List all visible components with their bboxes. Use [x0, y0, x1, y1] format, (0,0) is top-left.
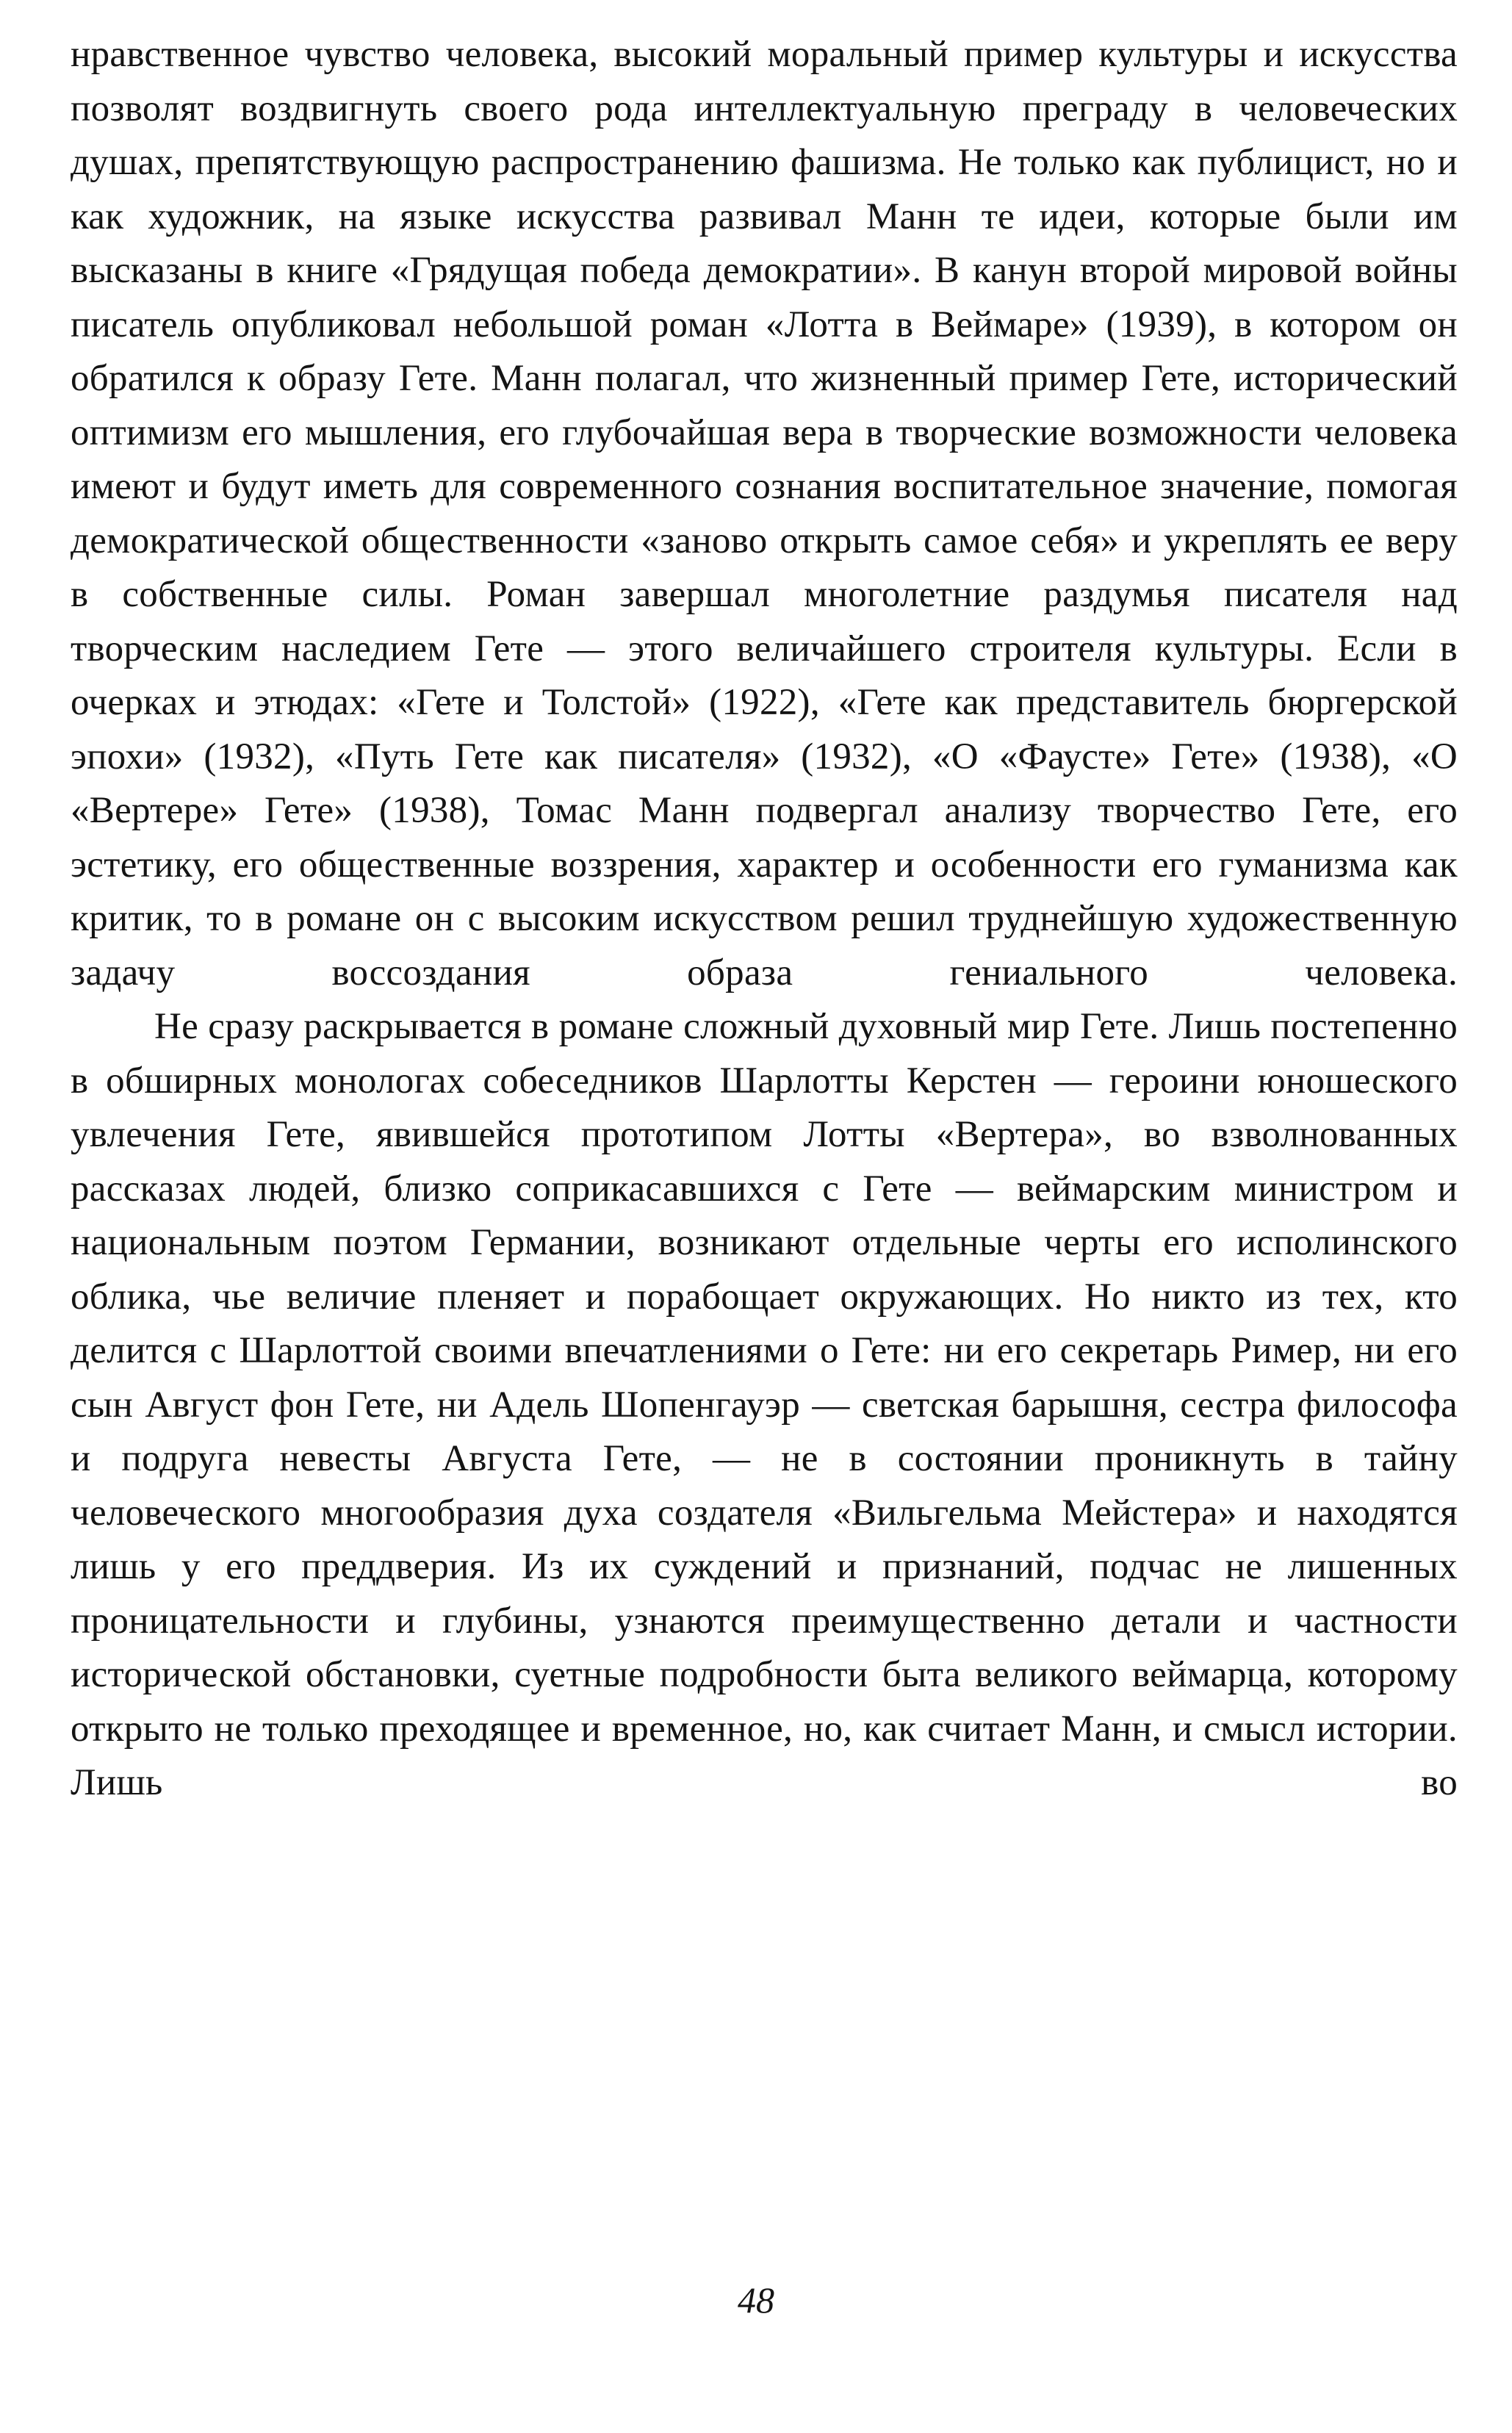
body-text — [71, 28, 1458, 1811]
page-number: 48 — [738, 2279, 774, 2321]
paragraph-2: Не сразу раскрывается в романе сложный духовный мир Гете. Лишь постепенно в обширных монологах собеседников Шарлотты Керстен — героини юношеского увлечения Гете, явившейся прототипом Лотты «Вертера», во взволнованных рассказах людей, близко соприкасавшихся с Гете — веймарским министром и национальным поэтом Германии, возникают отдельные черты его исполинского облика, чье величие пленяет и порабощает окружающих. Но никто из тех, кто делится с Шарлоттой своими впечатлениями о Гете: ни его секретарь Ример, ни его сын Август фон Гете, ни Адель Шопенгауэр — светская барышня, сестра философа и подруга невесты Августа Гете, — не в состоянии проникнуть в тайну человеческого многообразия духа создателя «Вильгельма Мейстера» и находятся лишь у его преддверия. Из их суждений и признаний, подчас не лишенных проницательности и глубины, узнаются преимущественно детали и частности исторической обстановки, суетные подробности быта великого веймарца, которому открыто не только преходящее и временное, но, как считает Манн, и смысл истории. Лишь во — [71, 1006, 1458, 1803]
paragraph-1: нравственное чувство человека, высокий моральный пример культуры и искусства позволят воздвигнуть своего рода интеллектуальную преграду в человеческих душах, препятствующую распространению фашизма. Не только как публицист, но и как художник, на языке искусства развивал Манн те идеи, которые были им высказаны в книге «Грядущая победа демократии». В канун второй мировой войны писатель опубликовал небольшой роман «Лотта в Веймаре» (1939), в котором он обратился к образу Гете. Манн полагал, что жизненный пример Гете, исторический оптимизм его мышления, его глубочайшая вера в творческие возможности человека имеют и будут иметь для современного сознания воспитательное значение, помогая демократической общественности «заново открыть самое себя» и укреплять ее веру в собственные силы. Роман завершал многолетние раздумья писателя над творческим наследием Гете — этого величайшего строителя культуры. Если в очерках и этюдах: «Гете и Толстой» (1922), «Гете как представитель бюргерской эпохи» (1932), «Путь Гете как писателя» (1932), «О «Фаусте» Гете» (1938), «О «Вертере» Гете» (1938), Томас Манн подвергал анализу творчество Гете, его эстетику, его общественные воззрения, характер и особенности его гуманизма как критик, то в романе он с высоким искусством решил труднейшую художественную задачу воссоздания образа гениального человека. — [71, 34, 1458, 993]
